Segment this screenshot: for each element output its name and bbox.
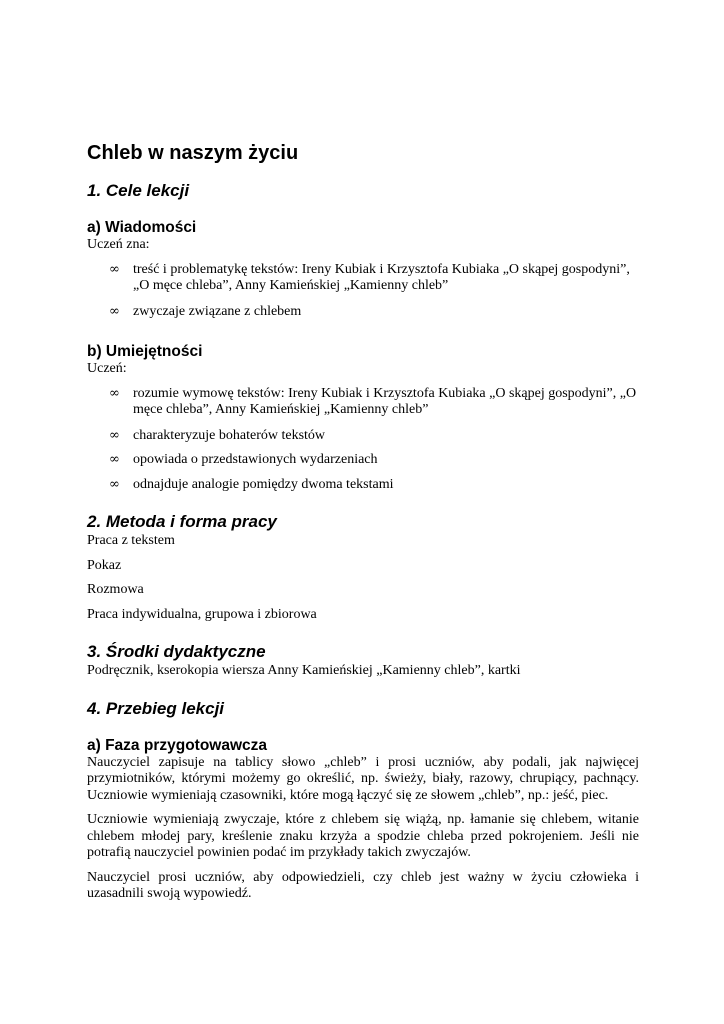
knowledge-intro: Uczeń zna: (87, 237, 150, 252)
skills-list (87, 386, 639, 494)
list-item (87, 304, 639, 321)
method-line: Praca indywidualna, grupowa i zbiorowa (87, 606, 317, 622)
list-item (87, 262, 639, 295)
document-title: Chleb w naszym życiu (87, 142, 299, 164)
paragraph: Nauczyciel zapisuje na tablicy słowo „chleb” i prosi uczniów, aby podali, jak najwięcej przymiotników, którymi możemy go określić, np. świeży, biały, razowy, chrupiący, pachnący. Uczniowie wymieniają czasowniki, które mogą łączyć się ze słowem „chleb”, np.: jeść, piec. (87, 754, 639, 803)
infinity-bullet-icon: ∞ (109, 427, 120, 443)
document-page (87, 140, 639, 903)
section-heading-resources: 3. Środki dydaktyczne (87, 642, 266, 661)
list-item (87, 477, 639, 494)
method-line: Praca z tekstem (87, 533, 175, 548)
list-item-text: rozumie wymowę tekstów: Ireny Kubiak i Krzysztofa Kubiaka „O skąpej gospodyni”, „O męce chleba”, Anny Kamieńskiej „Kamienny chleb” (133, 385, 637, 417)
list-item-text: charakteryzuje bohaterów tekstów (133, 427, 326, 443)
resources-text: Podręcznik, kserokopia wiersza Anny Kamieńskiej „Kamienny chleb”, kartki (87, 663, 521, 678)
section-heading-lesson-flow: 4. Przebieg lekcji (87, 698, 225, 718)
infinity-bullet-icon: ∞ (109, 385, 120, 401)
paragraph: Nauczyciel prosi uczniów, aby odpowiedzieli, czy chleb jest ważny w życiu człowieka i uzasadnili swoją wypowiedź. (87, 869, 639, 901)
list-item-text: zwyczaje związane z chlebem (133, 303, 302, 319)
subheading-knowledge: a) Wiadomości (87, 219, 197, 236)
list-item-text: odnajduje analogie pomiędzy dwoma tekstami (133, 476, 394, 492)
skills-intro: Uczeń: (87, 361, 127, 376)
list-item (87, 428, 639, 445)
paragraph: Uczniowie wymieniają zwyczaje, które z chlebem się wiążą, np. łamanie się chlebem, witanie chlebem młodej pary, kreślenie znaku krzyża a spodzie chleba przed pokrojeniem. Jeśli nie potrafią nauczyciel powinien podać im przykłady takich zwyczajów. (87, 812, 639, 860)
method-line: Pokaz (87, 557, 122, 573)
section-heading-goals: 1. Cele lekcji (87, 181, 190, 200)
infinity-bullet-icon: ∞ (109, 261, 120, 277)
list-item-text: opowiada o przedstawionych wydarzeniach (133, 452, 378, 467)
infinity-bullet-icon: ∞ (109, 476, 120, 492)
subheading-skills: b) Umiejętności (87, 343, 203, 360)
list-item-text: treść i problematykę tekstów: Ireny Kubiak i Krzysztofa Kubiaka „O skąpej gospodyni”, „O męce chleba”, Anny Kamieńskiej „Kamienny chleb” (133, 261, 630, 293)
infinity-bullet-icon: ∞ (109, 303, 120, 319)
list-item (87, 452, 639, 469)
subheading-preparatory-phase: a) Faza przygotowawcza (87, 736, 268, 754)
list-item (87, 386, 639, 419)
infinity-bullet-icon: ∞ (109, 452, 120, 467)
knowledge-list (87, 262, 639, 321)
method-line: Rozmowa (87, 582, 144, 597)
section-heading-methods: 2. Metoda i forma pracy (87, 512, 277, 531)
